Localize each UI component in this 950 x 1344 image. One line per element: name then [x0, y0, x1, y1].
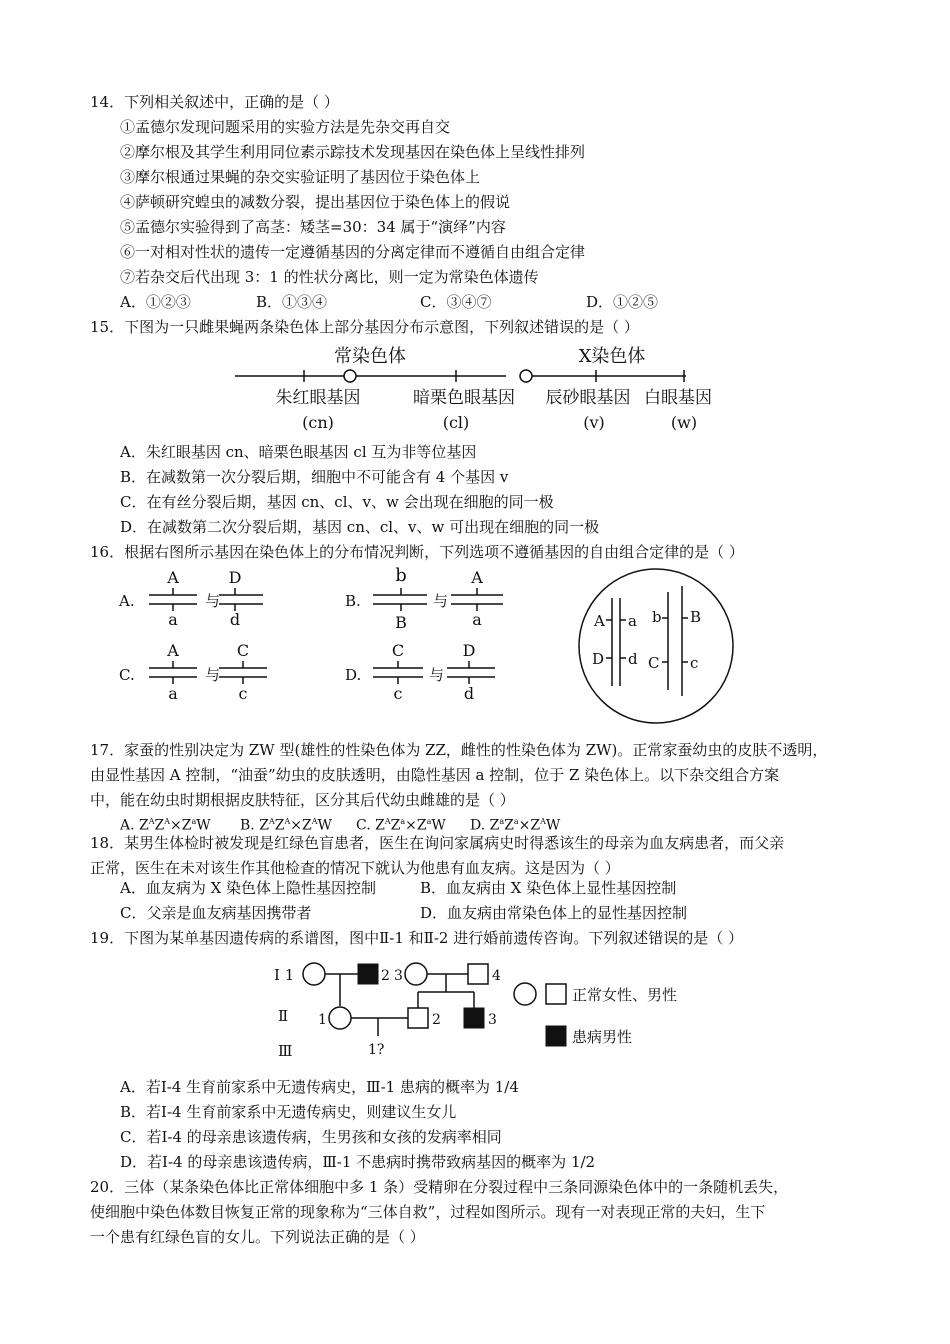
- legend-normal-female-icon: [514, 983, 536, 1005]
- q17-option-c: C. $Z^AZ^a\times Z^aW$: [356, 817, 446, 834]
- q15-option-c: C．在有丝分裂后期，基因 cn、cl、v、w 会出现在细胞的同一极: [120, 493, 554, 511]
- q18-option-c: C．父亲是血友病基因携带者: [120, 904, 312, 922]
- q17-line-3: 中，能在幼虫时期根据皮肤特征，区分其后代幼虫雌雄的是（ ）: [90, 791, 515, 809]
- svg-text:a: a: [168, 684, 178, 703]
- autosome-centromere: [344, 370, 356, 382]
- q14-option-b: B．①③④: [256, 293, 328, 311]
- svg-text:c: c: [238, 684, 248, 703]
- pedigree-chart: [270, 958, 700, 1063]
- q20-line-1: 20．三体（某条染色体比正常体细胞中多 1 条）受精卵在分裂过程中三条同源染色体中的一条随机丢失，: [90, 1178, 789, 1196]
- q16-opt-c-label: C.: [119, 666, 135, 684]
- autosome-title: 常染色体: [334, 346, 406, 367]
- svg-text:a: a: [628, 612, 637, 630]
- q16-opt-a-label: A.: [119, 592, 135, 610]
- q14-stem: 14．下列相关叙述中，正确的是（ ）: [90, 93, 339, 111]
- q14-item-1: ①孟德尔发现问题采用的实验方法是先杂交再自交: [120, 118, 451, 136]
- q14-item-3: ③摩尔根通过果蝇的杂交实验证明了基因位于染色体上: [120, 168, 481, 186]
- i3-normal-female: [405, 963, 427, 985]
- legend-normal-male-icon: [546, 984, 566, 1004]
- svg-text:d: d: [628, 650, 638, 668]
- q17-option-b: B. $Z^AZ^A\times Z^AW$: [240, 817, 332, 834]
- q17-option-a: A. $Z^AZ^A\times Z^aW$: [120, 817, 211, 834]
- q18-line-1: 18．某男生体检时被发现是红绿色盲患者，医生在询问家属病史时得悉该生的母亲为血友病患者，而父亲: [90, 834, 785, 852]
- x-centromere: [520, 370, 532, 382]
- q20-line-2: 使细胞中染色体数目恢复正常的现象称为“三体自救”，过程如图所示。现有一对表现正常的夫妇，生下: [90, 1203, 766, 1221]
- svg-text:b: b: [395, 565, 407, 586]
- svg-text:Ⅰ 1: Ⅰ 1: [274, 966, 295, 984]
- svg-text:与: 与: [205, 666, 221, 684]
- q15-option-b: B．在减数第一次分裂后期，细胞中不可能含有 4 个基因 v: [120, 468, 509, 486]
- svg-text:A: A: [471, 568, 483, 587]
- svg-text:A: A: [167, 568, 179, 587]
- gene-cl-symbol: (cl): [442, 413, 470, 432]
- svg-text:2: 2: [432, 1012, 441, 1028]
- svg-text:1?: 1?: [368, 1042, 385, 1058]
- svg-text:d: d: [463, 684, 475, 703]
- svg-text:B: B: [395, 613, 407, 632]
- gene-v-symbol: (v): [583, 413, 605, 432]
- svg-text:C: C: [391, 641, 405, 660]
- svg-text:a: a: [472, 610, 482, 629]
- svg-text:B: B: [690, 608, 702, 626]
- q14-item-2: ②摩尔根及其学生利用同位素示踪技术发现基因在染色体上呈线性排列: [120, 143, 586, 161]
- q14-item-4: ④萨顿研究蝗虫的减数分裂，提出基因位于染色体上的假说: [120, 193, 511, 211]
- svg-text:与: 与: [433, 592, 449, 610]
- q16-stem: 16．根据右图所示基因在染色体上的分布情况判断，下列选项不遵循基因的自由组合定律的是（ ）: [90, 543, 744, 561]
- q17-line-1: 17．家蚕的性别决定为 ZW 型(雄性的性染色体为 ZZ，雌性的性染色体为 ZW)。正常家蚕幼虫的皮肤不透明，: [90, 741, 828, 759]
- gene-w-symbol: (w): [670, 413, 698, 432]
- svg-text:D: D: [462, 641, 476, 660]
- i1-normal-female: [303, 963, 325, 985]
- q15-stem: 15．下图为一只雌果蝇两条染色体上部分基因分布示意图，下列叙述错误的是（ ）: [90, 318, 639, 336]
- q17-line-2: 由显性基因 A 控制，“油蚕”幼虫的皮肤透明，由隐性基因 a 控制，位于 Z 染色体上。以下杂交组合方案: [90, 766, 780, 784]
- svg-text:3: 3: [488, 1012, 497, 1028]
- q16-opt-d-label: D.: [345, 666, 362, 684]
- svg-text:b: b: [652, 608, 662, 626]
- gene-w-name: 白眼基因: [644, 388, 712, 408]
- chromosome-gene-map: [230, 340, 720, 435]
- svg-text:1: 1: [318, 1012, 327, 1028]
- i2-affected-male: [358, 964, 378, 984]
- svg-text:d: d: [229, 610, 241, 629]
- q19-stem: 19．下图为某单基因遗传病的系谱图，图中Ⅱ-1 和Ⅱ-2 进行婚前遗传咨询。下列叙述错误的是（ ）: [90, 929, 744, 947]
- svg-text:c: c: [690, 654, 699, 672]
- q14-option-c: C．③④⑦: [420, 293, 492, 311]
- q14-option-a: A．①②③: [120, 293, 191, 311]
- q14-item-5: ⑤孟德尔实验得到了高茎：矮茎=30：34 属于“演绎”内容: [120, 218, 506, 236]
- q16-options-figure: [115, 566, 515, 716]
- q19-option-c: C．若Ⅰ-4 的母亲患该遗传病，生男孩和女孩的发病率相同: [120, 1128, 502, 1146]
- ii3-affected-male: [464, 1008, 484, 1028]
- svg-text:D: D: [228, 568, 242, 587]
- q18-line-2: 正常，医生在未对该生作其他检查的情况下就认为他患有血友病。这是因为（ ）: [90, 859, 620, 877]
- q14-item-6: ⑥一对相对性状的遗传一定遵循基因的分离定律而不遵循自由组合定律: [120, 243, 586, 261]
- gene-cn-name: 朱红眼基因: [275, 388, 361, 408]
- q15-option-a: A．朱红眼基因 cn、暗栗色眼基因 cl 互为非等位基因: [120, 443, 477, 461]
- svg-text:a: a: [168, 610, 178, 629]
- q19-option-b: B．若Ⅰ-4 生育前家系中无遗传病史，则建议生女儿: [120, 1103, 457, 1121]
- gene-v-name: 辰砂眼基因: [545, 388, 631, 408]
- q19-option-d: D．若Ⅰ-4 的母亲患该遗传病，Ⅲ-1 不患病时携带致病基因的概率为 1/2: [120, 1153, 596, 1171]
- svg-text:Ⅲ: Ⅲ: [278, 1042, 293, 1060]
- legend-normal: 正常女性、男性: [572, 986, 678, 1004]
- x-chromosome-title: X染色体: [578, 346, 646, 367]
- q18-option-a: A．血友病为 X 染色体上隐性基因控制: [120, 879, 377, 897]
- q18-option-b: B．血友病由 X 染色体上显性基因控制: [420, 879, 677, 897]
- svg-text:2: 2: [381, 968, 390, 984]
- svg-text:C: C: [236, 641, 250, 660]
- q18-option-d: D．血友病由常染色体上的显性基因控制: [420, 904, 688, 922]
- svg-text:4: 4: [492, 968, 501, 984]
- svg-text:A: A: [167, 641, 179, 660]
- q19-option-a: A．若Ⅰ-4 生育前家系中无遗传病史，Ⅲ-1 患病的概率为 1/4: [120, 1078, 519, 1096]
- q14-item-7: ⑦若杂交后代出现 3：1 的性状分离比，则一定为常染色体遗传: [120, 268, 539, 286]
- gene-cl-name: 暗栗色眼基因: [413, 388, 515, 408]
- ii2-normal-male: [408, 1008, 428, 1028]
- svg-text:3: 3: [394, 968, 403, 984]
- i4-normal-male: [468, 964, 488, 984]
- ii1-normal-female: [329, 1007, 351, 1029]
- cell-chromosome-diagram: [576, 566, 736, 726]
- svg-text:D: D: [592, 650, 605, 668]
- svg-text:c: c: [393, 684, 403, 703]
- q16-opt-b-label: B.: [345, 592, 361, 610]
- q17-option-d: D. $Z^aZ^a\times Z^AW$: [470, 817, 561, 834]
- svg-text:Ⅱ: Ⅱ: [278, 1007, 289, 1025]
- gene-cn-symbol: (cn): [302, 413, 334, 432]
- legend-affected-male-icon: [546, 1026, 566, 1046]
- q15-option-d: D．在减数第二次分裂后期，基因 cn、cl、v、w 可出现在细胞的同一极: [120, 518, 600, 536]
- q14-option-d: D．①②⑤: [586, 293, 659, 311]
- svg-text:与: 与: [429, 666, 445, 684]
- svg-text:C: C: [648, 654, 660, 672]
- svg-text:A: A: [594, 612, 605, 630]
- legend-affected: 患病男性: [572, 1028, 633, 1046]
- svg-text:与: 与: [205, 592, 221, 610]
- q20-line-3: 一个患有红绿色盲的女儿。下列说法正确的是（ ）: [90, 1228, 425, 1246]
